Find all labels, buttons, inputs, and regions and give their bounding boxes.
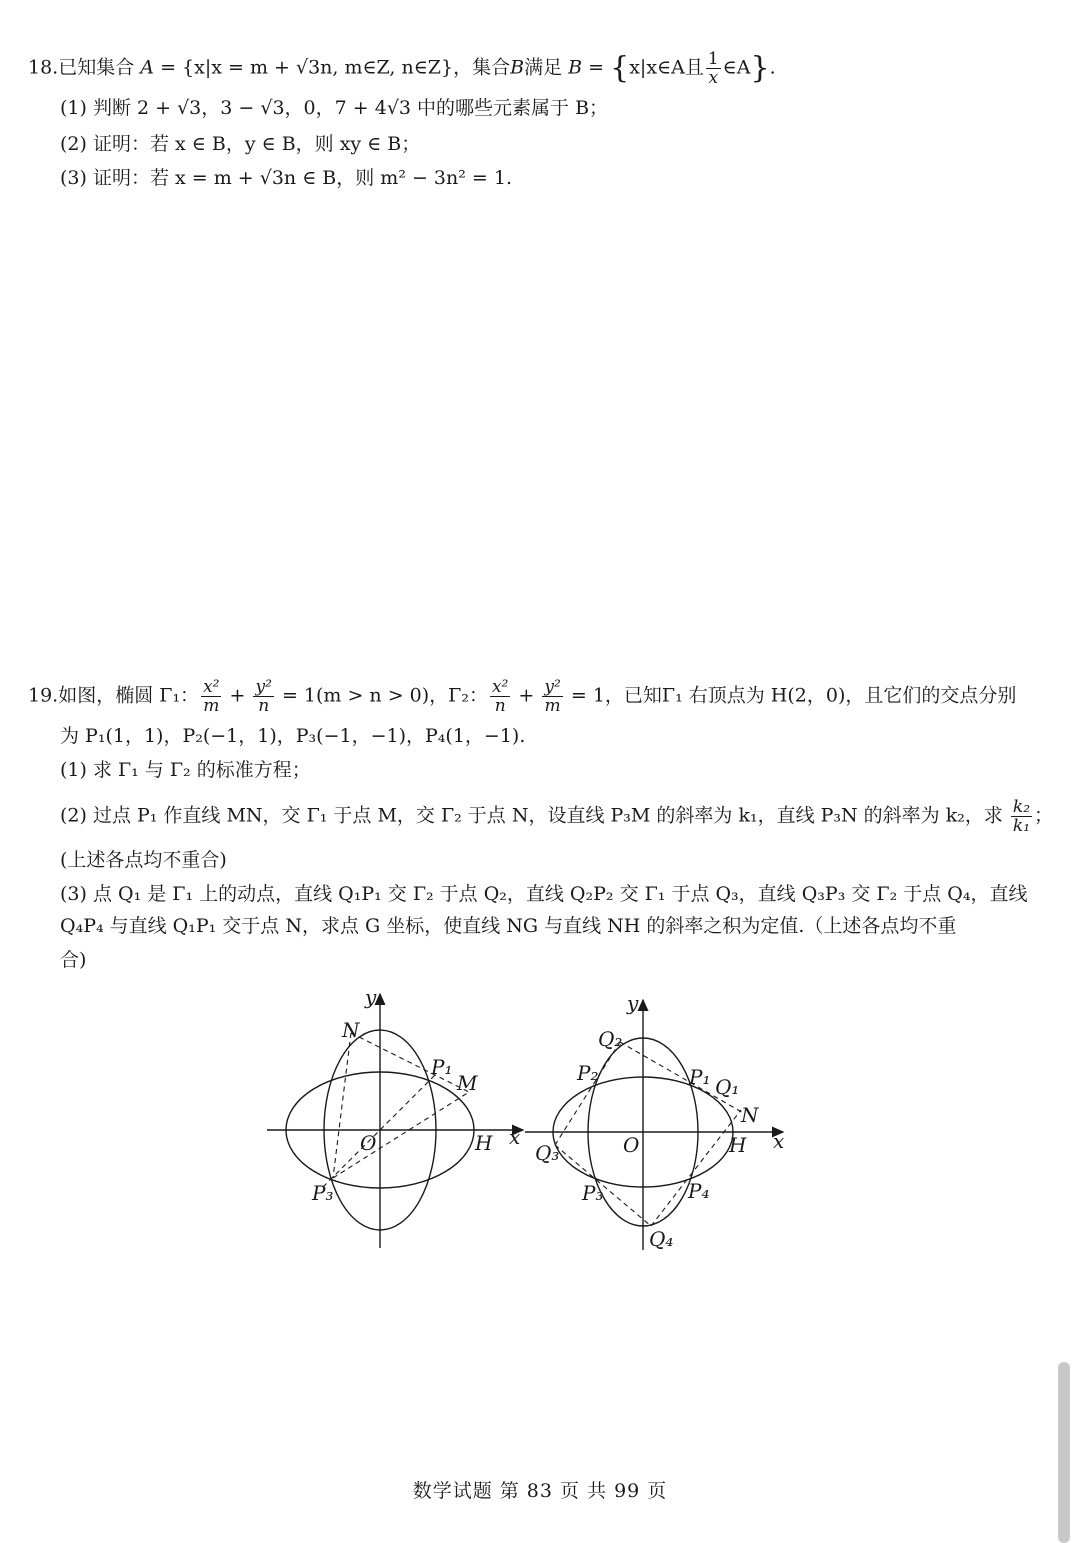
q18-set-b-2: B bbox=[568, 56, 583, 79]
fig2-label-p1: P₁ bbox=[689, 1065, 711, 1089]
q18-def-b-post: ∈A bbox=[722, 56, 751, 79]
fig2-line-q4n bbox=[651, 1110, 741, 1226]
fig2-label-p3: P₃ bbox=[582, 1181, 604, 1205]
g2-num-y: y² bbox=[544, 677, 561, 697]
fig1-line-p3n bbox=[333, 1033, 351, 1178]
fig2-label-n: N bbox=[741, 1103, 759, 1127]
q19-part3-line3: 合) bbox=[60, 949, 87, 971]
figure-diagrams bbox=[255, 982, 795, 1257]
g1-tail: = 1(m > n > 0)，Γ₂： bbox=[281, 684, 488, 707]
g1-den-n: n bbox=[258, 696, 270, 716]
q19-lead: 如图，椭圆 Γ₁： bbox=[58, 684, 200, 707]
q19-part1: (1) 求 Γ₁ 与 Γ₂ 的标准方程； bbox=[60, 759, 311, 781]
fig2-label-q2: Q₂ bbox=[598, 1027, 623, 1051]
g1-num-x: x² bbox=[203, 677, 220, 697]
q19-part2-note: (上述各点均不重合) bbox=[60, 849, 227, 871]
figures bbox=[255, 982, 795, 1262]
g2-num-x: x² bbox=[491, 677, 509, 697]
q19-statement-line2: 为 P₁(1，1)，P₂(−1，1)，P₃(−1，−1)，P₄(1，−1). bbox=[60, 725, 526, 747]
q19-part2-end: ； bbox=[1034, 804, 1054, 827]
fig1-label-x: x bbox=[509, 1125, 521, 1149]
q18-statement bbox=[28, 50, 776, 87]
q18-end: . bbox=[769, 56, 776, 79]
fig2-label-x: x bbox=[773, 1129, 785, 1153]
fig2-label-p2: P₂ bbox=[577, 1061, 599, 1085]
fig1-label-n: N bbox=[342, 1018, 360, 1042]
fig2-label-o: O bbox=[623, 1133, 640, 1157]
q18-part2: (2) 证明：若 x ∈ B，y ∈ B，则 xy ∈ B； bbox=[60, 133, 421, 155]
page-footer: 数学试题 第 83 页 共 99 页 bbox=[412, 1480, 668, 1502]
g1-den-m: m bbox=[203, 696, 220, 716]
fig2-label-h: H bbox=[729, 1133, 747, 1157]
q19-part2-text: (2) 过点 P₁ 作直线 MN，交 Γ₁ 于点 M，交 Γ₂ 于点 N，设直线 P₃M 的斜率为 k₁，直线 P₃N 的斜率为 k₂，求 bbox=[60, 804, 1003, 827]
g1-frac-x bbox=[201, 678, 221, 715]
q18-def-b-in: x|x∈A且 bbox=[629, 56, 704, 79]
figure-1 bbox=[267, 994, 523, 1248]
q18-def-b-pre: = bbox=[588, 56, 611, 79]
q18-frac-num: 1 bbox=[707, 49, 719, 69]
q19-part2-frac bbox=[1011, 798, 1032, 835]
q19-part3-line1: (3) 点 Q₁ 是 Γ₁ 上的动点，直线 Q₁P₁ 交 Γ₂ 于点 Q₂，直线 Q₂P₂ 交 Γ₁ 于点 Q₃，直线 Q₃P₃ 交 Γ₂ 于点 Q₄，直线 bbox=[60, 883, 1028, 905]
fig1-label-p3: P₃ bbox=[312, 1181, 334, 1205]
g1-frac-y bbox=[253, 678, 273, 715]
q19-number: 19. bbox=[28, 684, 59, 707]
fig2-label-q3: Q₃ bbox=[535, 1141, 560, 1165]
q18-intro-b: ，集合 bbox=[453, 56, 511, 79]
q18-intro-a: 已知集合 bbox=[58, 56, 135, 79]
q18-part1: (1) 判断 2 + √3，3 − √3，0，7 + 4√3 中的哪些元素属于 B； bbox=[60, 97, 609, 119]
q18-def-a: = {x|x = m + √3n, m∈Z, n∈Z} bbox=[160, 56, 454, 79]
fig1-label-h: H bbox=[475, 1131, 493, 1155]
k2-num: k₂ bbox=[1012, 797, 1031, 817]
fig1-label-y: y bbox=[365, 985, 377, 1009]
fig1-label-o: O bbox=[360, 1131, 377, 1155]
left-brace: { bbox=[610, 50, 630, 86]
q18-set-a: A bbox=[140, 56, 155, 79]
q18-frac-den: x bbox=[708, 68, 719, 88]
fig1-label-m: M bbox=[457, 1071, 478, 1095]
scrollbar-thumb[interactable] bbox=[1058, 1362, 1070, 1543]
right-brace: } bbox=[750, 50, 770, 86]
g1-num-y: y² bbox=[255, 677, 272, 697]
q18-set-b: B bbox=[510, 56, 525, 79]
fig2-label-q1: Q₁ bbox=[715, 1075, 740, 1099]
plus-sign-2: + bbox=[518, 684, 535, 707]
fig2-label-p4: P₄ bbox=[688, 1179, 710, 1203]
q18-number: 18. bbox=[28, 56, 59, 79]
fig1-label-p1: P₁ bbox=[431, 1055, 453, 1079]
g2-den-n: n bbox=[494, 696, 506, 716]
fig2-label-y: y bbox=[627, 991, 639, 1015]
figure-2-labels bbox=[535, 991, 784, 1251]
q19-part3-line2: Q₄P₄ 与直线 Q₁P₁ 交于点 N，求点 G 坐标，使直线 NG 与直线 NH 的斜率之积为定值.（上述各点均不重 bbox=[60, 915, 957, 937]
g2-den-m: m bbox=[544, 696, 561, 716]
g2-frac-y bbox=[542, 678, 562, 715]
g2-frac-x bbox=[490, 678, 510, 715]
q18-part3: (3) 证明：若 x = m + √3n ∈ B，则 m² − 3n² = 1. bbox=[60, 167, 513, 189]
plus-sign: + bbox=[229, 684, 246, 707]
q18-frac bbox=[706, 50, 721, 87]
g2-tail: = 1，已知Γ₁ 右顶点为 H(2，0)，且它们的交点分别 bbox=[570, 684, 1017, 707]
k1-den: k₁ bbox=[1012, 816, 1031, 836]
fig2-label-q4: Q₄ bbox=[649, 1227, 674, 1251]
q19-statement-line1 bbox=[28, 678, 1016, 715]
q19-part2 bbox=[60, 798, 1053, 835]
fig1-line-p3m bbox=[333, 1092, 469, 1178]
q18-intro-c: 满足 bbox=[524, 56, 563, 79]
